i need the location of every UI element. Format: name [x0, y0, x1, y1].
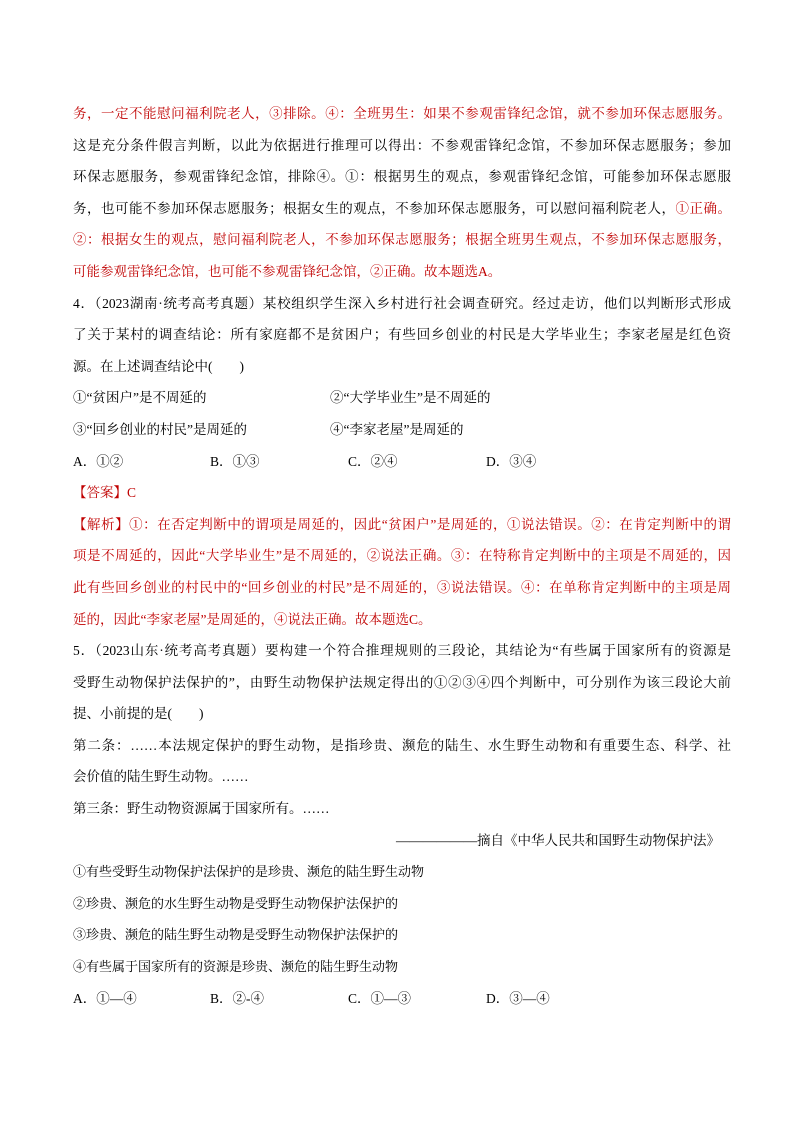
q4-analysis-label: 【解析】 [73, 516, 130, 532]
q4-stem-line-2: 了关于某村的调查结论：所有家庭都不是贫困户；有些回乡创业的村民是大学毕业生；李家老屋是红色资 [73, 327, 731, 343]
q4-answer-label: 【答案】 [73, 485, 127, 501]
q5-statement-3: ③珍贵、濒危的陆生野生动物是受野生动物保护法保护的 [73, 927, 399, 943]
q5-statement-1: ①有些受野生动物保护法保护的是珍贵、濒危的陆生野生动物 [73, 864, 425, 880]
q5-stem-line-2: 受野生动物保护法保护的”，由野生动物保护法规定得出的①②③④四个判断中，可分别作为该三段论大前 [73, 674, 731, 690]
q5-option-b: B．②-④ [210, 990, 264, 1006]
q4-option-c: C．②④ [348, 453, 398, 469]
q4-option-a: A．①② [73, 453, 124, 469]
q4-analysis-line-1-text: ①：在否定判断中的谓项是周延的，因此“贫困户”是周延的，①说法错误。②：在肯定判断中的谓 [129, 516, 731, 532]
q4-statement-3: ③“回乡创业的村民”是周延的 [73, 421, 247, 437]
q4-stem-line-1: 4．（2023湖南·统考高考真题）某校组织学生深入乡村进行社会调查研究。经过走访，他们以判断形式形成 [73, 295, 731, 311]
prev-analysis-line-4 [73, 193, 731, 225]
page-content [73, 98, 731, 1014]
q5-statement-2: ②珍贵、濒危的水生野生动物是受野生动物保护法保护的 [73, 895, 399, 911]
q4-options-row [73, 446, 731, 478]
q4-option-d: D．③④ [486, 453, 537, 469]
prev-analysis-line-6: 可能参观雷锋纪念馆，也可能不参观雷锋纪念馆，②正确。故本题选A。 [73, 263, 502, 279]
q4-statements-row-2 [73, 414, 731, 446]
prev-analysis-line-3: 环保志愿服务，参观雷锋纪念馆，排除④。①：根据男生的观点，参观雷锋纪念馆，可能参加环保志愿服 [73, 169, 731, 185]
q4-analysis-line-3: 此有些回乡创业的村民中的“回乡创业的村民”是不周延的，③说法错误。④：在单称肯定判断中的主项是周 [73, 579, 731, 595]
q5-option-c: C．①—③ [348, 990, 412, 1006]
q5-stem-line-3: 提、小前提的是( ) [73, 706, 204, 722]
prev-analysis-line-5: ②：根据女生的观点，慰问福利院老人，不参加环保志愿服务；根据全班男生观点，不参加环保志愿服务， [73, 232, 731, 248]
q5-statement-4: ④有些属于国家所有的资源是珍贵、濒危的陆生野生动物 [73, 959, 399, 975]
prev-analysis-line-2: 这是充分条件假言判断，以此为依据进行推理可以得出：不参观雷锋纪念馆，不参加环保志愿服务；参加 [73, 137, 731, 153]
q4-analysis-line-2: 项是不周延的，因此“大学毕业生”是不周延的，②说法正确。③：在特称肯定判断中的主项是不周延的，因 [73, 548, 731, 564]
q5-material-line-1: 第二条：……本法规定保护的野生动物，是指珍贵、濒危的陆生、水生野生动物和有重要生态、科学、社 [73, 737, 731, 753]
q5-option-a: A．①—④ [73, 990, 137, 1006]
q4-analysis-line-4: 延的，因此“李家老屋”是周延的，④说法正确。故本题选C。 [73, 611, 432, 627]
q4-answer-value: C [127, 485, 137, 501]
prev-analysis-line-1: 务，一定不能慰问福利院老人，③排除。④：全班男生：如果不参观雷锋纪念馆，就不参加环保志愿服务。 [73, 106, 731, 121]
q4-stem-line-3: 源。在上述调查结论中( ) [73, 358, 244, 374]
q4-statement-4: ④“李家老屋”是周延的 [330, 421, 464, 437]
q5-options-row [73, 983, 731, 1015]
prev-analysis-line-4-conclusion: ①正确。 [675, 200, 731, 216]
q4-analysis-line-1 [73, 509, 731, 541]
q4-statement-2: ②“大学毕业生”是不周延的 [330, 390, 491, 406]
q4-answer [73, 477, 731, 509]
q5-material-line-2: 会价值的陆生野生动物。…… [73, 769, 249, 785]
q5-stem-line-1: 5．（2023山东·统考高考真题）要构建一个符合推理规则的三段论，其结论为“有些属于国家所有的资源是 [73, 643, 731, 659]
q5-source-citation: ——————摘自《中华人民共和国野生动物保护法》 [396, 832, 720, 848]
q4-statement-1: ①“贫困户”是不周延的 [73, 390, 207, 406]
q4-statements-row-1 [73, 382, 731, 414]
q5-material-line-3: 第三条：野生动物资源属于国家所有。…… [73, 801, 330, 817]
q4-option-b: B．①③ [210, 453, 260, 469]
q5-option-d: D．③—④ [486, 990, 550, 1006]
prev-analysis-line-4-text: 务，也可能不参加环保志愿服务；根据女生的观点，不参加环保志愿服务，可以慰问福利院老人， [73, 200, 676, 216]
